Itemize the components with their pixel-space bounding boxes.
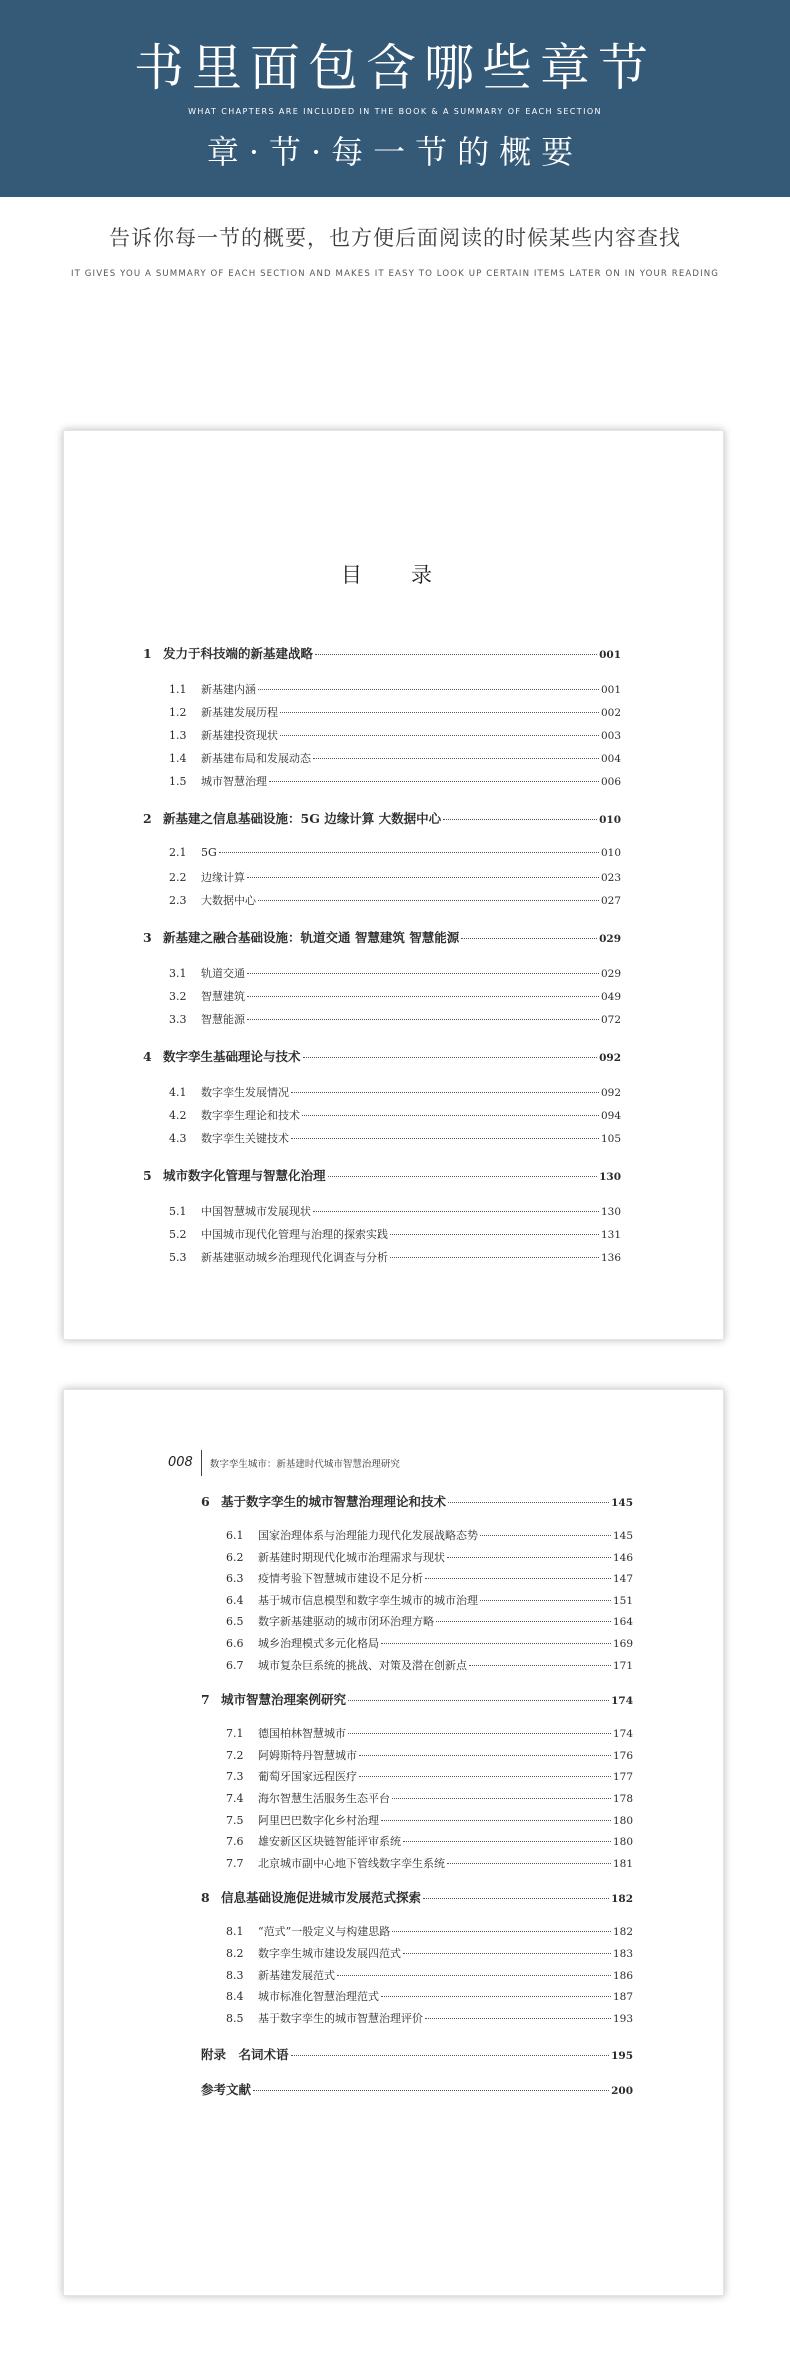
entry-title: 新基建发展历程 — [201, 706, 278, 719]
entry-number: 6.4 — [226, 1593, 244, 1607]
entry-title: 海尔智慧生活服务生态平台 — [258, 1791, 390, 1805]
entry-number: 7.7 — [226, 1856, 244, 1870]
toc-chapter-entry — [64, 1047, 723, 1068]
entry-number: 8.2 — [226, 1946, 244, 1960]
entry-title: 新基建之信息基础设施：5G 边缘计算 大数据中心 — [163, 811, 442, 826]
toc-chapter-entry — [64, 1888, 723, 1909]
entry-title: 中国城市现代化管理与治理的探索实践 — [201, 1228, 388, 1241]
entry-label — [169, 1011, 245, 1027]
dot-leader — [381, 1996, 611, 1997]
dot-leader — [291, 2055, 610, 2056]
entry-label — [201, 2045, 289, 2063]
dot-leader — [461, 938, 597, 939]
entry-page-number: 147 — [612, 1573, 633, 1586]
entry-page-number: 130 — [600, 1206, 621, 1218]
entry-page-number: 001 — [599, 649, 621, 661]
entry-title: 城市复杂巨系统的挑战、对策及潜在创新点 — [258, 1658, 467, 1672]
header-banner — [0, 0, 790, 197]
toc-section-entry — [64, 1967, 723, 1989]
toc-section-entry — [64, 1570, 723, 1592]
banner-subtitle: 章·节·每一节的概要 — [206, 133, 584, 171]
entry-title: 基于城市信息模型和数字孪生城市的城市治理 — [258, 1593, 478, 1607]
toc-section-entry — [64, 1549, 723, 1571]
entry-title: 新基建投资现状 — [201, 729, 278, 742]
entry-number: 1.2 — [169, 706, 187, 719]
running-head — [168, 1450, 400, 1476]
dot-leader — [302, 1115, 599, 1116]
entry-page-number: 181 — [612, 1857, 633, 1870]
entry-page-number: 183 — [612, 1947, 633, 1960]
toc-chapter-entry — [64, 2080, 723, 2101]
entry-number: 6.1 — [226, 1529, 244, 1542]
dot-leader — [480, 1535, 611, 1536]
toc-section-entry — [64, 704, 723, 727]
entry-page-number: 002 — [600, 707, 621, 719]
entry-label — [226, 1725, 346, 1741]
entry-label — [201, 2080, 251, 2098]
entry-number: 5 — [143, 1168, 152, 1183]
entry-number: 6.5 — [226, 1615, 244, 1629]
entry-title: 数字孪生基础理论与技术 — [163, 1049, 301, 1064]
dot-leader — [258, 689, 599, 690]
dot-leader — [253, 2090, 609, 2091]
toc-chapter-entry — [64, 1492, 723, 1513]
toc-heading: 目 录 — [341, 563, 446, 587]
entry-label — [143, 1166, 326, 1184]
entry-page-number: 001 — [600, 684, 621, 696]
entry-label — [169, 1203, 311, 1219]
entry-label — [169, 704, 278, 720]
dot-leader — [359, 1776, 611, 1777]
dot-leader — [390, 1234, 599, 1235]
entry-label — [226, 1988, 379, 2004]
dot-leader — [269, 781, 599, 782]
toc-chapter-entry — [64, 2045, 723, 2066]
entry-label — [226, 1570, 423, 1586]
entry-title: 信息基础设施促进城市发展范式探索 — [221, 1890, 422, 1906]
entry-title: 数字孪生关键技术 — [201, 1132, 289, 1145]
entry-label — [226, 1657, 467, 1673]
entry-page-number: 092 — [600, 1087, 621, 1099]
toc-section-entry — [64, 1592, 723, 1614]
entry-page-number: 182 — [611, 1893, 633, 1906]
entry-page-number: 177 — [612, 1771, 633, 1784]
entry-label — [226, 1768, 357, 1784]
entry-number: 1.3 — [169, 729, 187, 742]
entry-title: 大数据中心 — [201, 894, 256, 907]
toc-chapter-entry — [64, 928, 723, 949]
toc-section-entry — [64, 1249, 723, 1272]
entry-label — [201, 1888, 421, 1906]
dot-leader — [258, 900, 599, 901]
toc-section-entry — [64, 750, 723, 773]
entry-page-number: 023 — [600, 872, 621, 884]
dot-leader — [313, 758, 599, 759]
entry-label — [143, 644, 313, 662]
dot-leader — [337, 1975, 611, 1976]
entry-title: 北京城市副中心地下管线数字孪生系统 — [258, 1856, 445, 1870]
entry-title: 发力于科技端的新基建战略 — [163, 646, 314, 661]
entry-number: 5.2 — [169, 1228, 187, 1241]
entry-label — [169, 1249, 388, 1265]
entry-number: 6.2 — [226, 1550, 244, 1564]
dot-leader — [436, 1621, 611, 1622]
banner-title-english: WHAT CHAPTERS ARE INCLUDED IN THE BOOK & A SUMMARY OF EACH SECTION — [188, 107, 602, 116]
entry-number: 6 — [201, 1494, 210, 1509]
entry-label — [226, 2010, 423, 2026]
entry-number: 6.7 — [226, 1658, 244, 1672]
entry-label — [169, 1226, 388, 1242]
toc-section-entry — [64, 1527, 723, 1549]
entry-title: 新基建发展范式 — [258, 1968, 335, 1982]
entry-title: 新基建之融合基础设施：轨道交通 智慧建筑 智慧能源 — [163, 930, 460, 945]
toc-section-entry — [64, 1768, 723, 1790]
entry-label — [226, 1613, 434, 1629]
entry-title: 城乡治理模式多元化格局 — [258, 1636, 379, 1650]
dot-leader — [291, 1092, 599, 1093]
dot-leader — [392, 1798, 611, 1799]
toc-section-entry — [64, 1130, 723, 1153]
toc-section-entry — [64, 1945, 723, 1967]
entry-title: 德国柏林智慧城市 — [258, 1727, 346, 1741]
toc-section-entry — [64, 727, 723, 750]
entry-page-number: 010 — [599, 814, 621, 826]
entry-number: 7.5 — [226, 1813, 244, 1827]
toc-section-entry — [64, 1725, 723, 1747]
entry-label — [169, 869, 245, 885]
dot-leader — [348, 1700, 609, 1701]
entry-number: 6.3 — [226, 1572, 244, 1586]
toc-section-entry — [64, 1812, 723, 1834]
entry-page-number: 174 — [611, 1695, 633, 1708]
toc-section-entry — [64, 1084, 723, 1107]
toc-section-entry — [64, 1790, 723, 1812]
entry-title: 新基建驱动城乡治理现代化调查与分析 — [201, 1251, 388, 1264]
entry-title: 阿里巴巴数字化乡村治理 — [258, 1813, 379, 1827]
dot-leader — [392, 1931, 611, 1932]
dot-leader — [448, 1502, 609, 1503]
entry-label — [143, 809, 441, 827]
dot-leader — [390, 1257, 599, 1258]
entry-label — [169, 1130, 289, 1146]
entry-number: 7 — [201, 1692, 210, 1708]
dot-leader — [280, 735, 599, 736]
toc-section-entry — [64, 869, 723, 892]
toc-section-entry — [64, 988, 723, 1011]
entry-page-number: 176 — [612, 1749, 633, 1762]
dot-leader — [247, 973, 599, 974]
entry-title: 城市智慧治理案例研究 — [221, 1692, 347, 1708]
entry-page-number: 174 — [612, 1728, 633, 1741]
entry-label — [169, 892, 256, 908]
entry-title: 智慧能源 — [201, 1013, 245, 1026]
entry-title: 新基建布局和发展动态 — [201, 752, 311, 765]
page-folio: 008 — [168, 1450, 202, 1476]
entry-page-number: 180 — [612, 1814, 633, 1827]
dot-leader — [469, 1665, 611, 1666]
dot-leader — [247, 877, 599, 878]
entry-page-number: 004 — [600, 753, 621, 765]
entry-number: 2.1 — [169, 846, 187, 859]
toc-chapter-entry — [64, 1690, 723, 1711]
entry-label — [169, 846, 217, 859]
entry-page-number: 131 — [600, 1229, 621, 1241]
entry-page-number: 195 — [611, 2050, 633, 2063]
toc-section-entry — [64, 1011, 723, 1034]
entry-label — [169, 988, 245, 1004]
toc-section-entry — [64, 965, 723, 988]
entry-title: 基于数字孪生的城市智慧治理评价 — [258, 2011, 423, 2025]
toc-list-2 — [64, 1492, 723, 2101]
toc-section-entry — [64, 1988, 723, 2010]
entry-title: 阿姆斯特丹智慧城市 — [258, 1748, 357, 1762]
entry-label — [169, 681, 256, 697]
dot-leader — [280, 712, 599, 713]
entry-page-number: 003 — [600, 730, 621, 742]
banner-title: 书里面包含哪些章节 — [134, 39, 656, 97]
dot-leader — [480, 1600, 611, 1601]
entry-label — [226, 1923, 390, 1939]
intro-text: 告诉你每一节的概要，也方便后面阅读的时候某些内容查找 — [109, 226, 681, 250]
dot-leader — [315, 654, 597, 655]
toc-section-entry — [64, 1923, 723, 1945]
entry-page-number: 029 — [599, 933, 621, 945]
entry-number: 6.6 — [226, 1636, 244, 1650]
entry-page-number: 105 — [600, 1133, 621, 1145]
dot-leader — [348, 1733, 611, 1734]
toc-section-entry — [64, 846, 723, 869]
toc-chapter-entry — [64, 644, 723, 665]
entry-label — [226, 1527, 478, 1543]
entry-number: 8 — [201, 1890, 210, 1906]
entry-label — [226, 1855, 445, 1871]
entry-label — [169, 1084, 289, 1100]
entry-number: 7.3 — [226, 1770, 244, 1784]
entry-label — [226, 1967, 335, 1983]
entry-title: 城市智慧治理 — [201, 775, 267, 788]
entry-label — [169, 727, 278, 743]
dot-leader — [381, 1643, 611, 1644]
entry-page-number: 178 — [612, 1792, 633, 1805]
entry-title: 参考文献 — [201, 2082, 252, 2098]
dot-leader — [247, 1019, 599, 1020]
entry-title: 附录 名词术语 — [201, 2047, 289, 2063]
dot-leader — [403, 1953, 611, 1954]
toc-section-entry — [64, 1203, 723, 1226]
entry-label — [169, 750, 311, 766]
entry-number: 1.4 — [169, 752, 187, 765]
toc-page-2 — [63, 1389, 724, 2296]
entry-number: 3.3 — [169, 1013, 187, 1026]
entry-number: 3.2 — [169, 990, 187, 1003]
toc-section-entry — [64, 1613, 723, 1635]
entry-number: 5.3 — [169, 1251, 187, 1264]
dot-leader — [447, 1557, 611, 1558]
entry-page-number: 187 — [612, 1991, 633, 2004]
entry-number: 7.6 — [226, 1835, 244, 1849]
entry-page-number: 171 — [612, 1659, 633, 1672]
entry-page-number: 092 — [599, 1052, 621, 1064]
toc-chapter-entry — [64, 1166, 723, 1187]
entry-number: 1.1 — [169, 683, 187, 696]
toc-section-entry — [64, 1657, 723, 1679]
entry-number: 4 — [143, 1049, 152, 1064]
dot-leader — [403, 1841, 611, 1842]
entry-number: 3.1 — [169, 967, 187, 980]
entry-label — [169, 965, 245, 981]
entry-page-number: 072 — [600, 1014, 621, 1026]
entry-title: 城市标准化智慧治理范式 — [258, 1990, 379, 2004]
toc-section-entry — [64, 892, 723, 915]
entry-label — [226, 1790, 390, 1806]
entry-label — [201, 1690, 346, 1708]
entry-page-number: 182 — [612, 1926, 633, 1939]
entry-number: 7.1 — [226, 1727, 244, 1741]
toc-section-entry — [64, 773, 723, 796]
entry-title: 中国智慧城市发展现状 — [201, 1205, 311, 1218]
toc-section-entry — [64, 1747, 723, 1769]
entry-label — [169, 773, 267, 789]
entry-page-number: 180 — [612, 1836, 633, 1849]
entry-title: 智慧建筑 — [201, 990, 245, 1003]
toc-chapter-entry — [64, 809, 723, 830]
entry-page-number: 151 — [612, 1594, 633, 1607]
entry-page-number: 146 — [612, 1551, 633, 1564]
entry-page-number: 136 — [600, 1252, 621, 1264]
entry-title: 5G — [201, 846, 217, 859]
entry-label — [201, 1492, 446, 1510]
dot-leader — [447, 1863, 611, 1864]
entry-page-number: 029 — [600, 968, 621, 980]
entry-title: 城市数字化管理与智慧化治理 — [163, 1168, 326, 1183]
toc-page-1 — [63, 430, 724, 1340]
dot-leader — [328, 1176, 598, 1177]
entry-title: 边缘计算 — [201, 871, 245, 884]
entry-label — [169, 1107, 300, 1123]
dot-leader — [425, 2018, 611, 2019]
dot-leader — [247, 996, 599, 997]
entry-number: 7.2 — [226, 1748, 244, 1762]
entry-title: 新基建时期现代化城市治理需求与现状 — [258, 1550, 445, 1564]
entry-title: 葡萄牙国家远程医疗 — [258, 1770, 357, 1784]
entry-number: 1.5 — [169, 775, 187, 788]
entry-number: 7.4 — [226, 1791, 244, 1805]
entry-page-number: 145 — [612, 1530, 633, 1542]
entry-label — [226, 1812, 379, 1828]
entry-title: 基于数字孪生的城市智慧治理理论和技术 — [221, 1494, 447, 1509]
entry-title: 疫情考验下智慧城市建设不足分析 — [258, 1572, 423, 1586]
intro-text-english: IT GIVES YOU A SUMMARY OF EACH SECTION AND MAKES IT EASY TO LOOK UP CERTAIN ITEMS LATER ON IN YOUR READING — [70, 269, 719, 279]
dot-leader — [303, 1057, 598, 1058]
dot-leader — [443, 819, 597, 820]
entry-number: 4.3 — [169, 1132, 187, 1145]
toc-list-1 — [64, 644, 723, 1272]
toc-section-entry — [64, 1855, 723, 1877]
entry-label — [226, 1635, 379, 1651]
entry-number: 4.1 — [169, 1086, 187, 1099]
entry-title: 雄安新区区块链智能评审系统 — [258, 1835, 401, 1849]
entry-number: 5.1 — [169, 1205, 187, 1218]
toc-section-entry — [64, 1635, 723, 1657]
entry-page-number: 193 — [612, 2012, 633, 2025]
toc-section-entry — [64, 681, 723, 704]
entry-number: 8.3 — [226, 1968, 244, 1982]
entry-title: 数字孪生发展情况 — [201, 1086, 289, 1099]
entry-label — [226, 1592, 478, 1608]
entry-label — [226, 1945, 401, 1961]
entry-page-number: 186 — [612, 1969, 633, 1982]
entry-page-number: 049 — [600, 991, 621, 1003]
entry-number: 1 — [143, 646, 152, 661]
toc-section-entry — [64, 1226, 723, 1249]
entry-page-number: 010 — [600, 847, 621, 859]
dot-leader — [219, 852, 599, 853]
dot-leader — [423, 1898, 609, 1899]
entry-title: “范式”一般定义与构建思路 — [258, 1925, 391, 1939]
dot-leader — [291, 1138, 599, 1139]
entry-page-number: 027 — [600, 895, 621, 907]
entry-label — [226, 1549, 445, 1565]
entry-page-number: 094 — [600, 1110, 621, 1122]
entry-label — [143, 928, 459, 946]
entry-number: 8.5 — [226, 2011, 244, 2025]
entry-number: 8.1 — [226, 1925, 244, 1939]
toc-section-entry — [64, 2010, 723, 2032]
entry-label — [143, 1047, 301, 1065]
entry-page-number: 006 — [600, 776, 621, 788]
entry-page-number: 164 — [612, 1616, 633, 1629]
dot-leader — [313, 1211, 599, 1212]
dot-leader — [425, 1578, 611, 1579]
dot-leader — [381, 1820, 611, 1821]
entry-label — [226, 1747, 357, 1763]
entry-page-number: 200 — [611, 2085, 633, 2098]
book-title: 数字孪生城市：新基建时代城市智慧治理研究 — [209, 1459, 400, 1470]
entry-number: 3 — [143, 930, 152, 945]
entry-number: 2.2 — [169, 871, 187, 884]
entry-title: 新基建内涵 — [201, 683, 256, 696]
entry-number: 4.2 — [169, 1109, 187, 1122]
entry-title: 数字孪生理论和技术 — [201, 1109, 300, 1122]
entry-title: 国家治理体系与治理能力现代化发展战略态势 — [258, 1529, 478, 1542]
dot-leader — [359, 1755, 611, 1756]
entry-label — [226, 1833, 401, 1849]
entry-page-number: 130 — [599, 1171, 621, 1183]
entry-number: 8.4 — [226, 1990, 244, 2004]
entry-title: 数字新基建驱动的城市闭环治理方略 — [258, 1615, 434, 1629]
toc-section-entry — [64, 1107, 723, 1130]
toc-section-entry — [64, 1833, 723, 1855]
entry-page-number: 145 — [611, 1497, 633, 1509]
entry-title: 数字孪生城市建设发展四范式 — [258, 1946, 401, 1960]
entry-title: 轨道交通 — [201, 967, 245, 980]
entry-page-number: 169 — [612, 1637, 633, 1650]
entry-number: 2 — [143, 811, 152, 826]
entry-number: 2.3 — [169, 894, 187, 907]
